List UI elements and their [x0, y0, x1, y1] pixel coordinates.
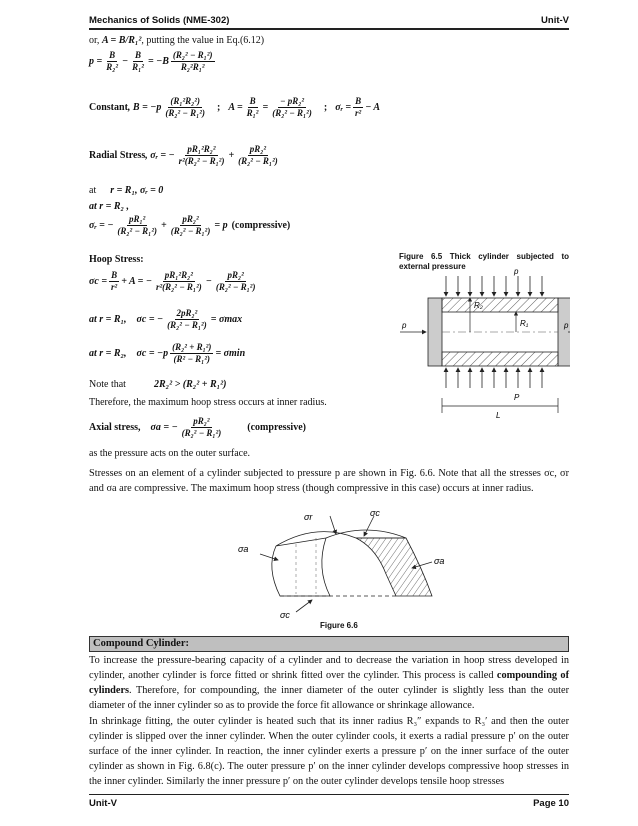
equation-axial-stress: Axial stress, σa = − $\frac{\text{pR₂²}}{\text{(R₂² − R₁²)}}$ (compressive): [89, 416, 306, 438]
label-sigma-c-top: σc: [370, 508, 380, 518]
header-course-title: Mechanics of Solids (NME-302): [89, 15, 230, 26]
equation-constant: Constant , B = −p $\frac{\text{(R₁²R₂²)}}{\text{(R₂² − R₁²)}}$ ; A = $\frac{B}{\text{R₁²}}$ = $\frac{\text{− pR₂²}}{\text{(R₂² − R₁²)}}$ ; σᵣ = $\frac{B}{\text{r²}}$ − A: [89, 96, 381, 118]
figure-6-6-cylinder-element: [236, 508, 456, 620]
condition-outer: at r = R₂ ,: [89, 201, 130, 212]
cylinder-wall-top: [442, 298, 558, 312]
equation-p: p = $\frac{B}{\text{R₂²}}$ − $\frac{B}{\text{R₁²}}$ = −B $\frac{\text{(R₂² − R₁²)}}{\text{R₂²R₁²}}$: [89, 50, 213, 72]
pressure-arrows-top: [446, 276, 542, 296]
outer-surface-line: as the pressure acts on the outer surface.: [89, 448, 251, 459]
label-r2: R₂: [474, 301, 483, 310]
left-end-cap: [428, 298, 442, 366]
label-p-bottom: P: [514, 393, 520, 402]
label-p-top: p: [514, 268, 519, 276]
hatched-face: [356, 538, 432, 596]
equation-hoop-max: at r = R₁, σc = − $\frac{\text{2pR₂²}}{\text{(R₂² − R₁²)}}$ = σmax: [89, 308, 243, 330]
compound-paragraph-1: To increase the pressure-bearing capacity of a cylinder and to decrease the variation in hoop stress developed in cylinder, another cylinder is force fitted or shrink fitted over the cylinder. This process is called compounding of cylinders. Therefore, for compounding, the inner diameter of the outer cylinder is slightly less than the outer diameter of the inner cylinder so as to provide the force fit allowance or shrinkage allowance.: [89, 655, 569, 711]
sigma-c-top-arrow: [364, 516, 374, 536]
cylinder-wall-bottom: [442, 352, 558, 366]
figure-6-5-caption: Figure 6.5 Thick cylinder subjected to external pressure: [399, 252, 569, 271]
sigma-c-bottom-arrow: [296, 600, 312, 612]
equation-hoop-min: at r = R₂, σc = −p $\frac{\text{(R₂² + R₁²)}}{\text{(R² − R₁²)}}$ = σmin: [89, 342, 246, 364]
note-line: Note that 2R₂² > (R₂² + R₁²): [89, 379, 227, 390]
hoop-stress-heading: Hoop Stress:: [89, 254, 144, 265]
sigma-a-left-arrow: [260, 554, 278, 560]
compound-paragraph-2: In shrinkage fitting, the outer cylinder is heated such that its inner radius R₃″ expands to R₃′ and then the outer cylinder is slipped over the inner cylinder. When the outer cylinder cools, it exerts a radial pressure p′ on the outer surface of the inner cylinder. In reaction, the inner cylinder exerts a pressure p′ on the inner surface of the outer cylinder as shown in Fig. 6.8(c). The outer pressure p′ on the inner cylinder develops compressive hoop stresses in the inner cylinder. Similarly the inner pressure p′ on the outer cylinder develops tensile hoop stresses: [89, 716, 569, 787]
figure-6-6-caption: Figure 6.6: [320, 621, 358, 630]
condition-inner: at r = R₁, σᵣ = 0: [89, 185, 164, 196]
label-sigma-a-right: σa: [434, 556, 445, 566]
compound-cylinder-heading: Compound Cylinder:: [89, 636, 569, 652]
equation-radial-outer: σᵣ = − $\frac{\text{pR₁²}}{\text{(R₂² − R₁²)}}$ + $\frac{\text{pR₂²}}{\text{(R₂² − R₁²)}}$ = p (compressive): [89, 214, 291, 236]
label-r1: R₁: [520, 319, 529, 328]
label-length: L: [496, 411, 501, 420]
header-unit: Unit-V: [541, 15, 569, 26]
page-header: [89, 8, 569, 30]
pressure-arrows-bottom: [446, 368, 542, 388]
figure-6-5-thick-cylinder: [398, 268, 570, 420]
label-p-right: p: [564, 321, 569, 330]
therefore-line: Therefore, the maximum hoop stress occurs at inner radius.: [89, 397, 327, 408]
stresses-paragraph: Stresses on an element of a cylinder subjected to pressure p are shown in Fig. 6.6. Note that all the stresses σc, σr and σa are compressive. The maximum hoop stress (though compressive in this case) occurs at inner radius.: [89, 468, 569, 494]
label-sigma-r: σr: [304, 512, 313, 522]
equation-hoop-stress: σc = $\frac{B}{\text{r²}}$ + A = − $\frac{\text{pR₁²R₂²}}{\text{r²(R₂² − R₁²)}}$ − $\frac{\text{pR₂²}}{\text{(R₂² − R₁²)}}$: [89, 270, 256, 292]
footer-page-number: Page 10: [533, 798, 569, 809]
equation-radial-stress: Radial Stress , σᵣ = − $\frac{\text{pR₁²R₂²}}{\text{r²(R₂² − R₁²)}}$ + $\frac{\text{pR₂²}}{\text{(R₂² − R₁²)}}$: [89, 144, 278, 166]
label-p-left: p: [402, 321, 407, 330]
intro-line: or, A = B/R₁², putting the value in Eq.(6.12): [89, 35, 265, 46]
footer-unit: Unit-V: [89, 798, 117, 809]
sigma-r-arrow: [330, 516, 336, 534]
page-footer: [89, 794, 569, 814]
label-sigma-a-left: σa: [238, 544, 249, 554]
label-sigma-c-bottom: σc: [280, 610, 290, 620]
